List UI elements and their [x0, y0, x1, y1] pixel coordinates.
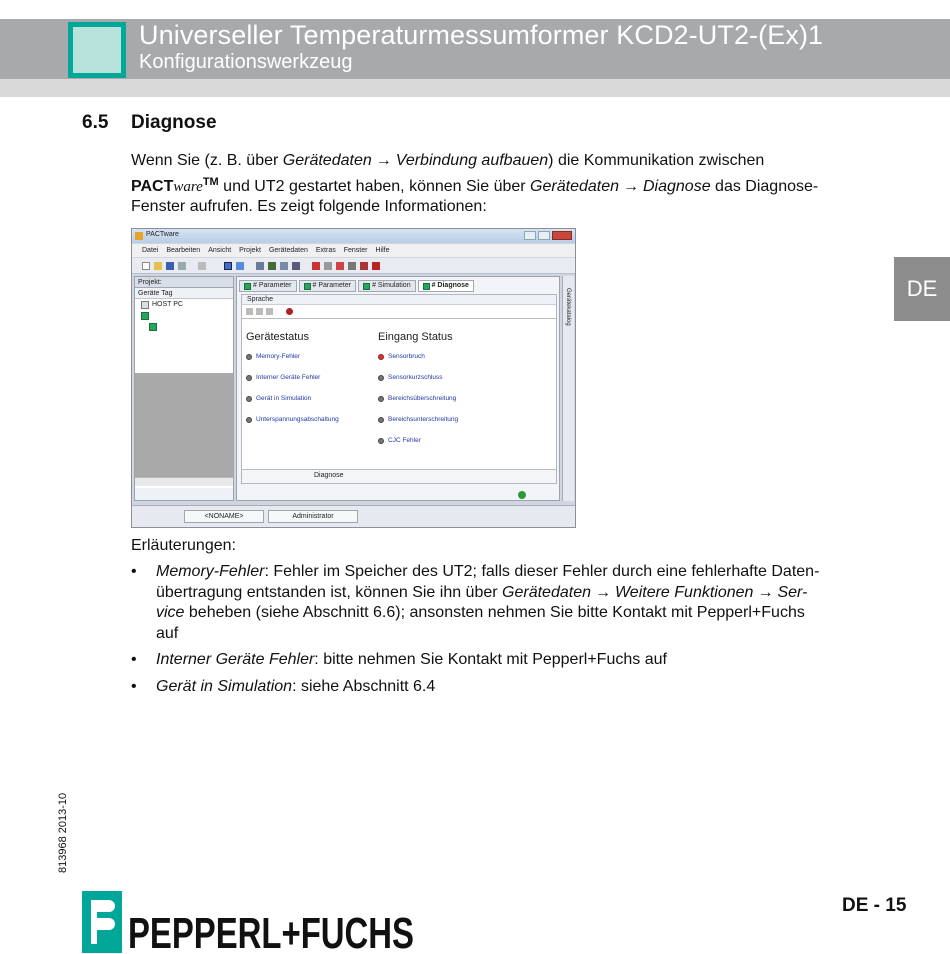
- language-menu[interactable]: Sprache: [242, 295, 556, 305]
- status-memory-error: Memory-Fehler: [246, 353, 300, 360]
- input-status-title: Eingang Status: [378, 331, 453, 343]
- status-range-over: Bereichsüberschreitung: [378, 395, 456, 402]
- device-status-title: Gerätestatus: [246, 331, 309, 343]
- menu-item[interactable]: Datei: [142, 247, 159, 254]
- device-icon: [141, 312, 149, 320]
- header-logo-square: [68, 22, 126, 78]
- menu-bar: [132, 244, 575, 257]
- minimize-icon[interactable]: [524, 231, 536, 240]
- maximize-icon[interactable]: [538, 231, 550, 240]
- list-item: • Gerät in Simulation: siehe Abschnitt 6.4: [131, 677, 436, 695]
- menu-item[interactable]: Ansicht: [208, 247, 232, 254]
- pactware-screenshot: [131, 228, 576, 528]
- explanations-title: Erläuterungen:: [131, 537, 236, 554]
- status-led-icon: [246, 354, 252, 360]
- status-led-icon: [378, 375, 384, 381]
- page-header-title: Universeller Temperaturmessumformer KCD2-UT2-(Ex)1: [139, 20, 824, 50]
- status-cjc-error: CJC Fehler: [378, 437, 421, 444]
- tool-icon[interactable]: [246, 308, 253, 315]
- pc-icon: [141, 301, 149, 309]
- status-sensor-break: Sensorbruch: [378, 353, 425, 360]
- project-panel: Projekt: Geräte Tag HOST PC: [134, 276, 234, 501]
- menu-item[interactable]: Extras: [315, 247, 336, 254]
- tree-item-subdevice[interactable]: [135, 321, 233, 332]
- project-name-field: <NONAME>: [184, 510, 264, 523]
- status-led-icon: [378, 396, 384, 402]
- tool-icon[interactable]: [256, 308, 263, 315]
- status-led-icon: [246, 417, 252, 423]
- brand-wordmark: PEPPERL+FUCHS: [128, 909, 414, 954]
- diagnose-view: [241, 294, 557, 484]
- parameter-icon[interactable]: [256, 262, 264, 270]
- help-icon[interactable]: [286, 308, 293, 315]
- new-file-icon[interactable]: [142, 262, 150, 270]
- page-header-subtitle: Konfigurationswerkzeug: [139, 51, 353, 73]
- exit-icon[interactable]: [372, 262, 380, 270]
- print-icon[interactable]: [178, 262, 186, 270]
- status-led-icon: [246, 375, 252, 381]
- status-led-icon: [378, 438, 384, 444]
- language-tab: DE: [894, 257, 950, 321]
- status-bar: [132, 505, 575, 527]
- tab-diagnose[interactable]: # Diagnose: [418, 280, 474, 292]
- header-underband: [0, 79, 950, 97]
- status-simulation: Gerät in Simulation: [246, 395, 311, 402]
- tree-item-device[interactable]: [135, 310, 233, 321]
- window-titlebar: PACTware: [132, 229, 575, 243]
- intro-paragraph: Wenn Sie (z. B. über Gerätedaten → Verbindung aufbauen) die Kommunikation zwischen PACTware™ und UT2 gestartet haben, können Sie über Gerätedaten → Diagnose das Diagnose- Fenster aufrufen. Es zeigt folgende Informationen:: [131, 152, 819, 215]
- document-code: 813968 2013-10: [57, 792, 69, 873]
- menu-item[interactable]: Gerätedaten: [268, 247, 308, 254]
- tree-item-host[interactable]: HOST PC: [135, 299, 233, 310]
- horizontal-scrollbar[interactable]: [135, 477, 233, 486]
- menu-item[interactable]: Bearbeiten: [166, 247, 201, 254]
- user-role-field: Administrator: [268, 510, 358, 523]
- pepperl-fuchs-logo: [82, 890, 422, 954]
- menu-item[interactable]: Hilfe: [375, 247, 390, 254]
- status-internal-error: Interner Geräte Fehler: [246, 374, 320, 381]
- device-catalog-strip[interactable]: Gerätekatalog: [562, 276, 574, 501]
- device-icon: [149, 323, 157, 331]
- measured-value-icon[interactable]: [268, 262, 276, 270]
- simulation-icon[interactable]: [280, 262, 288, 270]
- upload-icon[interactable]: [312, 262, 320, 270]
- status-range-under: Bereichsunterschreitung: [378, 416, 458, 423]
- status-undervoltage: Unterspannungsabschaltung: [246, 416, 339, 423]
- connect-icon[interactable]: [224, 262, 232, 270]
- menu-item[interactable]: Projekt: [239, 247, 261, 254]
- status-led-icon: [246, 396, 252, 402]
- stop-icon[interactable]: [360, 262, 368, 270]
- tab-parameter[interactable]: # Parameter: [239, 280, 297, 292]
- status-sensor-short: Sensorkurzschluss: [378, 374, 443, 381]
- tool-icon[interactable]: [266, 308, 273, 315]
- section-title: Diagnose: [131, 112, 217, 133]
- tab-simulation[interactable]: # Simulation: [358, 280, 416, 292]
- list-item: • Memory-Fehler: Fehler im Speicher des UT2; falls dieser Fehler durch eine fehlerhafte Daten- übertragung entstanden ist, können Sie ihn über Gerätedaten → Weitere Funktionen → Ser- vice beheben (siehe Abschnitt 6.6); ansonsten nehmen Sie bitte Kontakt mit Pepperl+Fuchs auf: [131, 563, 820, 642]
- tab-parameter-2[interactable]: # Parameter: [299, 280, 357, 292]
- view-footer: Diagnose: [242, 469, 556, 483]
- explanations-list: [131, 562, 881, 703]
- dtm-panel: [236, 276, 560, 501]
- status-led-icon: [378, 417, 384, 423]
- toolbar: [132, 258, 575, 274]
- open-folder-icon[interactable]: [154, 262, 162, 270]
- save-icon[interactable]: [166, 262, 174, 270]
- device-icon[interactable]: [198, 262, 206, 270]
- diagnosis-icon[interactable]: [292, 262, 300, 270]
- settings-icon[interactable]: [348, 262, 356, 270]
- page-number: DE - 15: [842, 895, 907, 916]
- app-icon: [135, 232, 143, 240]
- disconnect-icon[interactable]: [236, 262, 244, 270]
- status-led-icon: [378, 354, 384, 360]
- section-number: 6.5: [82, 112, 109, 133]
- catalog-icon[interactable]: [336, 262, 344, 270]
- close-icon[interactable]: [552, 231, 572, 240]
- download-icon[interactable]: [324, 262, 332, 270]
- connection-status-icon: [518, 491, 526, 499]
- pactware-wordmark: PACTware™: [131, 175, 219, 195]
- list-item: • Interner Geräte Fehler: bitte nehmen Sie Kontakt mit Pepperl+Fuchs auf: [131, 651, 667, 668]
- menu-item[interactable]: Fenster: [343, 247, 368, 254]
